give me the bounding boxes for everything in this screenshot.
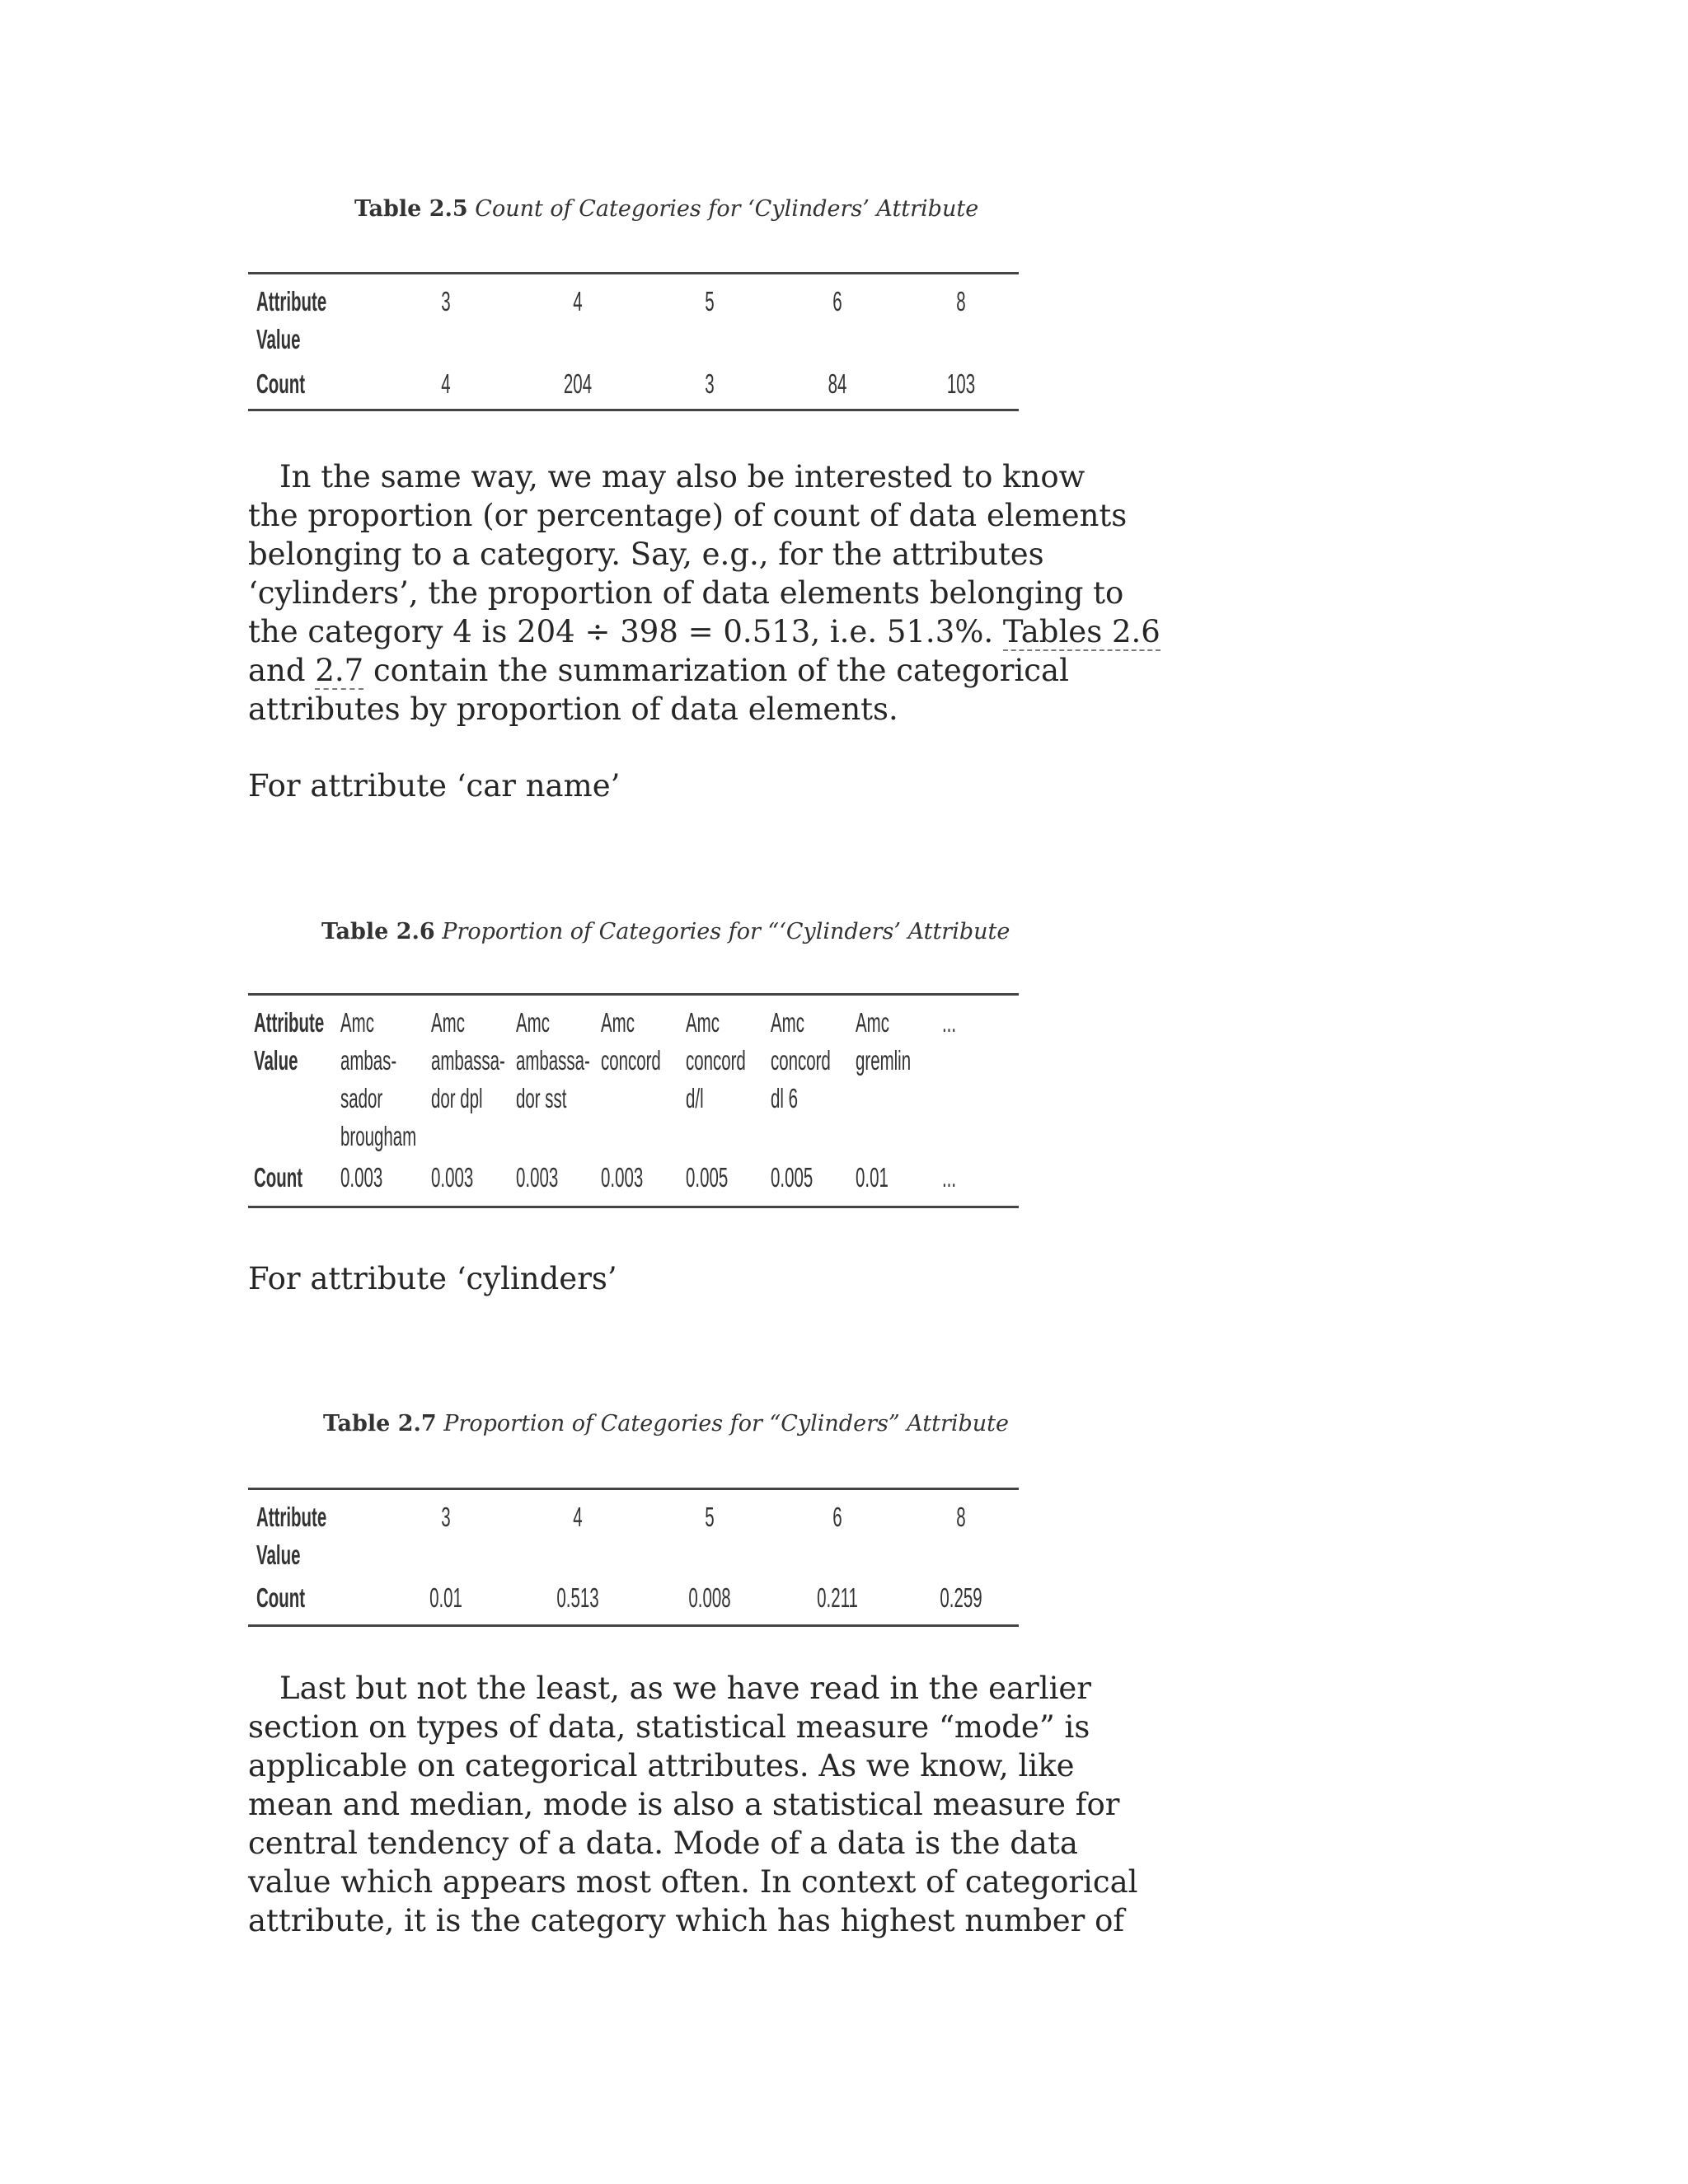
category-cell: concord — [771, 1045, 831, 1076]
table-label: Table 2.5 — [354, 196, 468, 222]
category-cell: dor dpl — [431, 1083, 483, 1113]
count-cell: 0.01 — [429, 1582, 462, 1613]
text-line: section on types of data, statistical measure “mode” is — [248, 1709, 1090, 1745]
category-cell: dl 6 — [771, 1083, 798, 1113]
count-cell: 0.003 — [431, 1162, 474, 1193]
header-attribute: Attribute — [256, 286, 327, 316]
count-cell: 103 — [946, 368, 976, 399]
count-cell: 4 — [441, 368, 451, 399]
count-cell: 0.003 — [516, 1162, 559, 1193]
table-2-7 — [248, 1488, 1019, 1627]
count-label: Count — [256, 368, 306, 399]
category-cell: ambassa- — [516, 1045, 590, 1076]
text-segment: and — [248, 653, 316, 688]
category-cell: Amc — [771, 1007, 804, 1038]
text-segment: the category 4 is 204 ÷ 398 = 0.513, i.e. 51.3%. — [248, 614, 1003, 649]
count-cell: 0.513 — [556, 1582, 599, 1613]
table-label: Table 2.7 — [323, 1411, 437, 1436]
table-title: Proportion of Categories for “Cylinders” Attribute — [443, 1411, 1009, 1436]
category-cell: Amc — [856, 1007, 889, 1038]
count-cell: 0.005 — [686, 1162, 729, 1193]
ellipsis-cell: ... — [942, 1007, 957, 1038]
count-cell: 0.259 — [940, 1582, 982, 1613]
table-2-6-caption — [321, 919, 1010, 944]
car-name-heading: For attribute ‘car name’ — [248, 768, 621, 804]
category-cell: Amc — [601, 1007, 635, 1038]
value-cell: 4 — [573, 1502, 583, 1532]
category-cell: Amc — [431, 1007, 465, 1038]
text-line: mean and median, mode is also a statistical measure for — [248, 1787, 1120, 1822]
table-title: Count of Categories for ‘Cylinders’ Attribute — [475, 196, 979, 222]
category-cell: concord — [686, 1045, 746, 1076]
text-line: belonging to a category. Say, e.g., for the attributes — [248, 537, 1044, 572]
body-paragraph-2 — [248, 1669, 1138, 1940]
text-line: In the same way, we may also be interested to know — [279, 459, 1085, 494]
text-line: value which appears most often. In context of categorical — [248, 1864, 1138, 1900]
table-2-5 — [248, 272, 1019, 411]
count-cell: 0.008 — [688, 1582, 731, 1613]
category-cell: Amc — [686, 1007, 720, 1038]
ellipsis-cell: ... — [942, 1162, 957, 1193]
count-cell: 0.005 — [771, 1162, 814, 1193]
header-attribute: Attribute — [254, 1007, 325, 1038]
value-cell: 5 — [705, 286, 715, 316]
count-cell: 3 — [705, 368, 715, 399]
text-line: central tendency of a data. Mode of a data is the data — [248, 1825, 1078, 1861]
category-cell: ambas- — [340, 1045, 397, 1076]
category-cell: sador — [340, 1083, 383, 1113]
category-cell: concord — [601, 1045, 661, 1076]
category-cell: brougham — [340, 1121, 417, 1151]
value-cell: 8 — [956, 286, 966, 316]
table-2-6 — [248, 993, 1019, 1208]
count-cell: 0.003 — [601, 1162, 644, 1193]
text-line — [248, 651, 1069, 690]
text-line: ‘cylinders’, the proportion of data elements belonging to — [248, 575, 1124, 611]
count-cell: 204 — [563, 368, 593, 399]
text-line: Last but not the least, as we have read in the earlier — [279, 1671, 1091, 1706]
count-label: Count — [256, 1582, 306, 1613]
count-cell: 0.003 — [340, 1162, 383, 1193]
header-value: Value — [254, 1045, 298, 1076]
header-value: Value — [256, 324, 301, 354]
count-cell: 84 — [828, 368, 847, 399]
text-line: applicable on categorical attributes. As we know, like — [248, 1748, 1075, 1783]
category-cell: Amc — [516, 1007, 550, 1038]
text-line: attributes by proportion of data elements. — [248, 691, 898, 727]
value-cell: 3 — [441, 1502, 451, 1532]
value-cell: 3 — [441, 286, 451, 316]
value-cell: 6 — [832, 286, 842, 316]
cylinders-heading: For attribute ‘cylinders’ — [248, 1261, 617, 1296]
value-cell: 6 — [832, 1502, 842, 1532]
category-cell: Amc — [340, 1007, 374, 1038]
table-2-7-caption — [323, 1411, 1009, 1436]
table-title: Proportion of Categories for “‘Cylinders’ Attribute — [442, 919, 1010, 944]
value-cell: 5 — [705, 1502, 715, 1532]
header-value: Value — [256, 1540, 301, 1570]
category-cell: d/l — [686, 1083, 704, 1113]
text-line: attribute, it is the category which has highest number of — [248, 1903, 1125, 1938]
category-cell: gremlin — [856, 1045, 912, 1076]
header-attribute: Attribute — [256, 1502, 327, 1532]
tables-2-6-link[interactable]: Tables 2.6 — [1002, 614, 1160, 649]
text-line: the proportion (or percentage) of count of data elements — [248, 498, 1128, 533]
text-segment: contain the summarization of the categorical — [363, 653, 1069, 688]
table-2-7-link[interactable]: 2.7 — [315, 653, 364, 688]
value-cell: 8 — [956, 1502, 966, 1532]
count-cell: 0.211 — [817, 1582, 858, 1613]
table-label: Table 2.6 — [321, 919, 435, 944]
category-cell: ambassa- — [431, 1045, 505, 1076]
value-cell: 4 — [573, 286, 583, 316]
body-paragraph-1 — [248, 457, 1160, 729]
count-cell: 0.01 — [856, 1162, 889, 1193]
text-line — [248, 612, 1160, 651]
table-2-5-caption — [354, 196, 978, 222]
category-cell: dor sst — [516, 1083, 567, 1113]
count-label: Count — [254, 1162, 303, 1193]
